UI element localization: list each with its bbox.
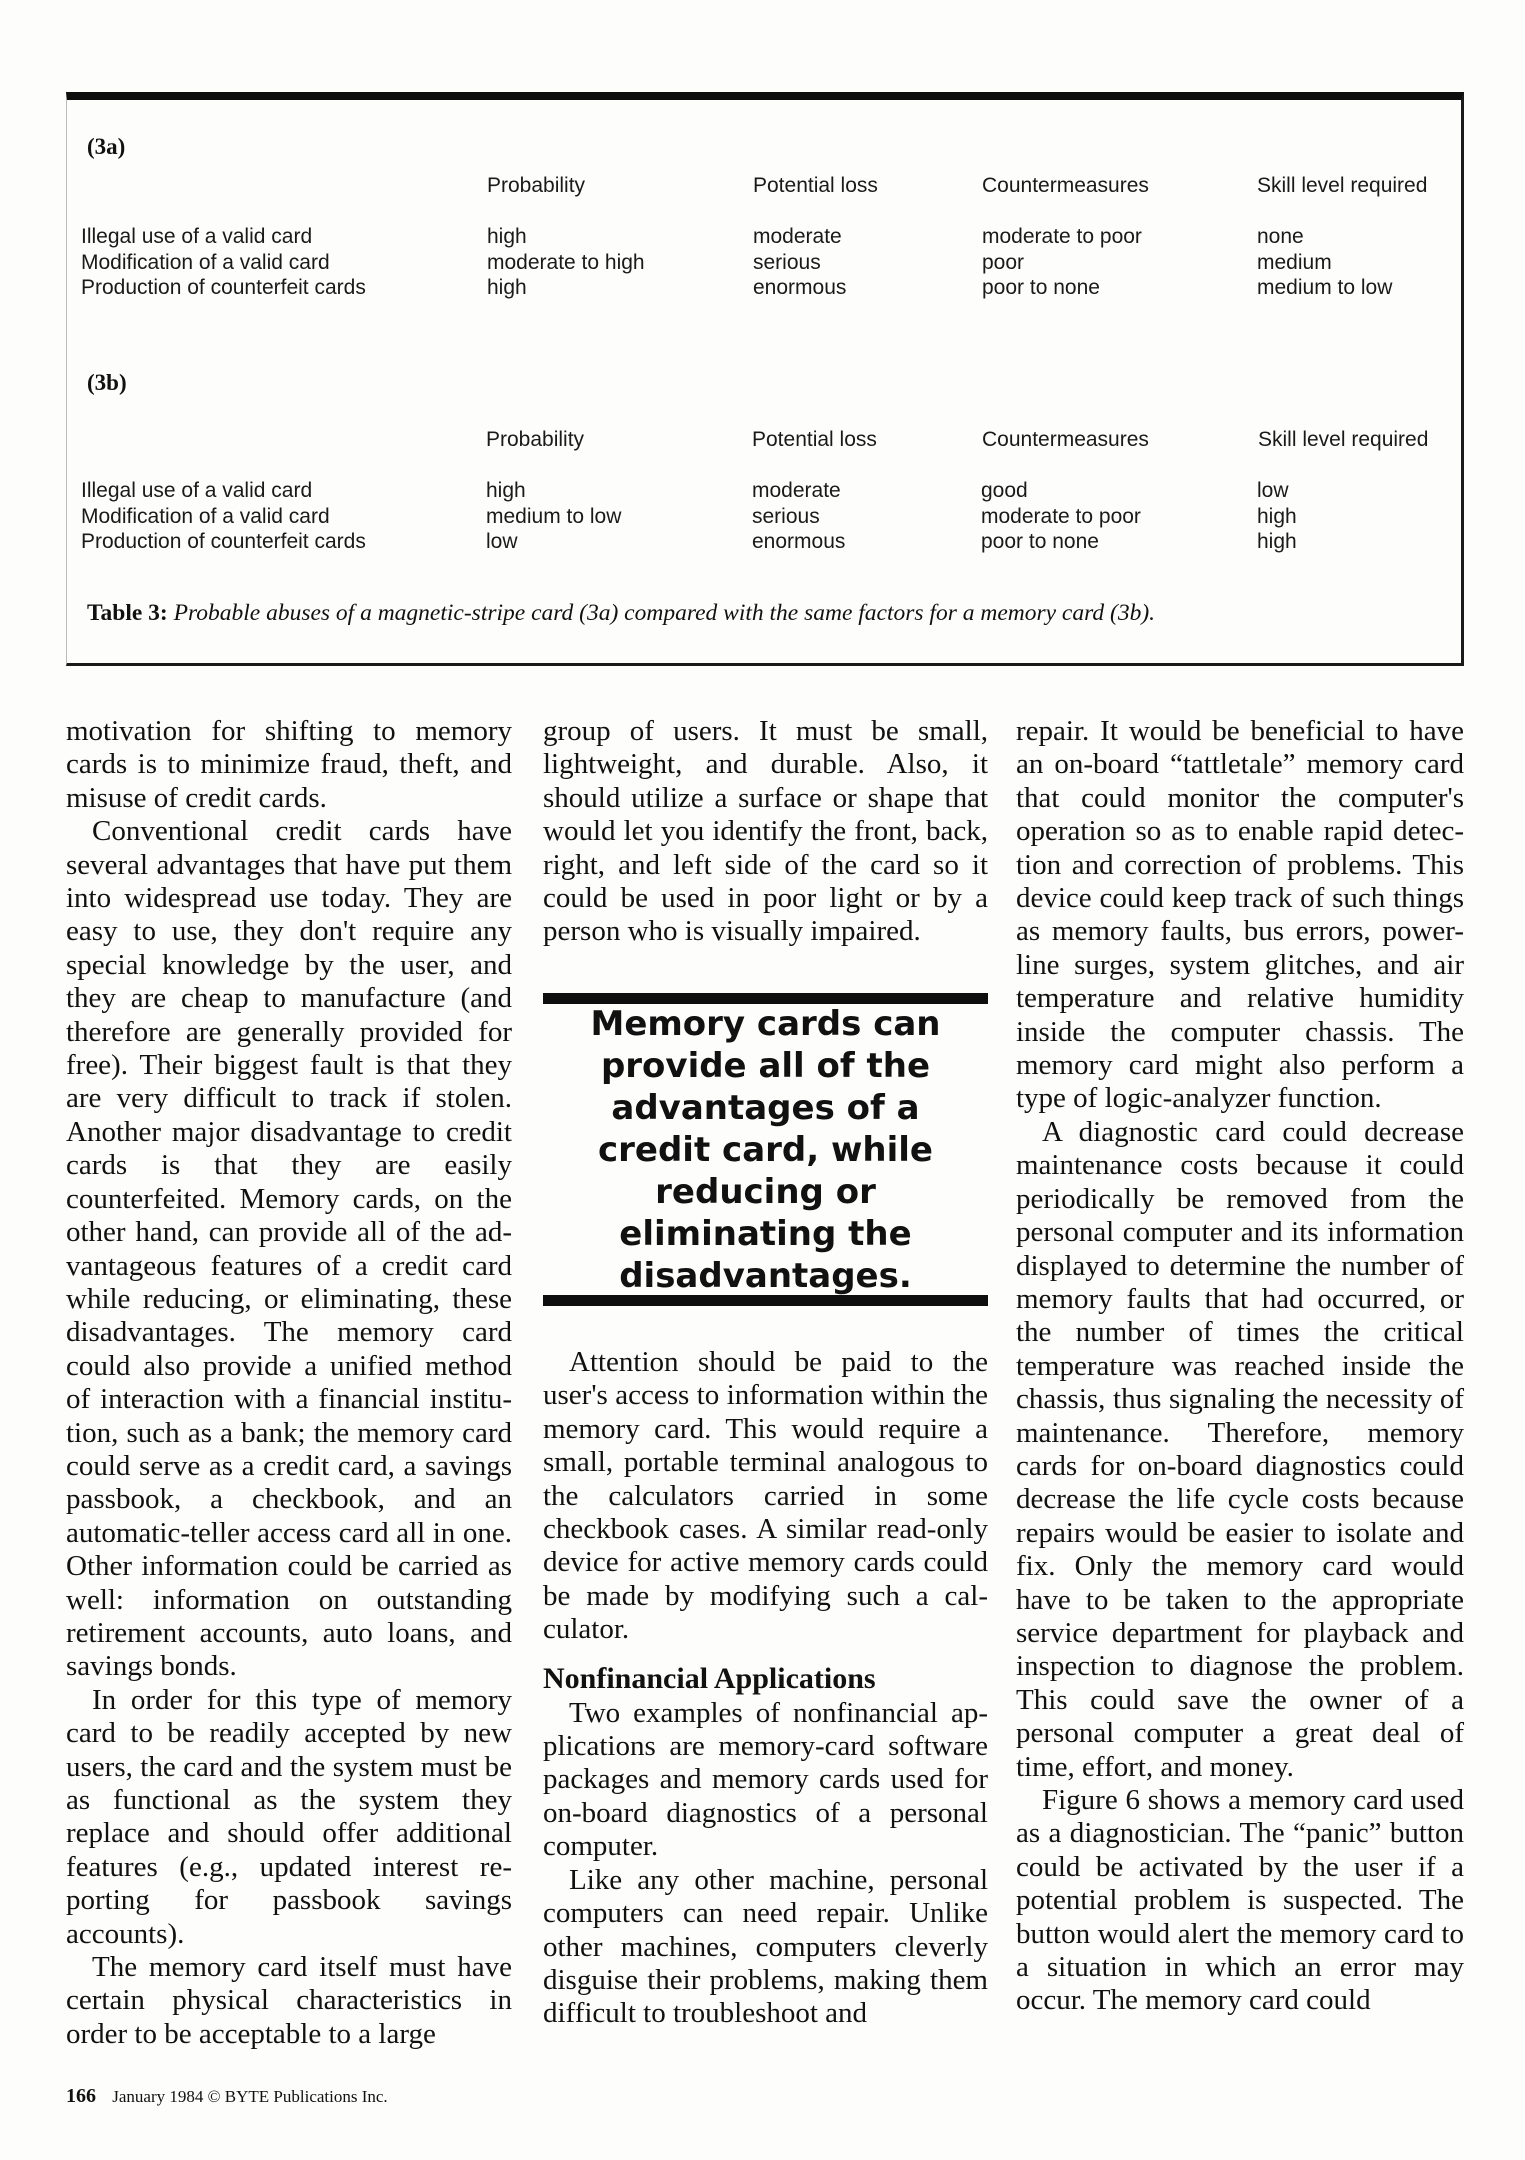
- table-3b-cell: high: [1257, 530, 1297, 553]
- table-3a-row-3-label: Production of counterfeit cards: [81, 276, 366, 299]
- paragraph: The memory card itself must have certain physical characteristics in order to be acceptable to a large: [66, 1951, 512, 2050]
- table-3a-row-1-label: Illegal use of a valid card: [81, 225, 313, 248]
- table-3b-col-potential-loss: [752, 478, 845, 555]
- article-column-3: [1016, 715, 1464, 2018]
- table-3b-header-countermeasures: Countermeasures: [982, 428, 1149, 451]
- table-3a-header-countermeasures: Countermeasures: [982, 174, 1149, 197]
- paragraph: repair. It would be beneficial to have an on-board “tattletale” memory card that could monitor the computer's operation so as to enable rapid detection and correction of problems. This device could keep track of such things as memory faults, bus errors, power-line surges, system glitches, and air temperature and relative humidity inside the computer chassis. The memory card might also perform a type of logic-analyzer function.: [1016, 715, 1464, 1115]
- table-3a-cell: moderate to poor: [982, 225, 1142, 248]
- table-3b-row-labels: [81, 478, 366, 555]
- pull-quote: [543, 993, 988, 1306]
- table-3b-cell: enormous: [752, 530, 846, 553]
- table-3b-header-probability: Probability: [486, 428, 585, 451]
- table-3b-header-skill-level: Skill level required: [1258, 428, 1429, 451]
- table-3b-row-1-label: Illegal use of a valid card: [81, 479, 313, 502]
- article-column-2: [543, 715, 988, 949]
- table-3a-row-labels: [81, 224, 366, 301]
- table-3b-cell: low: [1257, 479, 1289, 502]
- table-3a-cell: enormous: [753, 276, 847, 299]
- table-caption-text: Probable abuses of a magnetic-stripe card (3a) compared with the same factors for a memory card (3b).: [173, 600, 1156, 626]
- table-3a-label: (3a): [87, 134, 126, 159]
- table-3b-cell: low: [486, 530, 518, 553]
- table-3a-cell: poor to none: [982, 276, 1100, 299]
- table-3a-col-skill-level: [1257, 224, 1392, 301]
- table-3b-row-2-label: Modification of a valid card: [81, 504, 330, 528]
- table-3b-cell: high: [1257, 504, 1297, 528]
- page-number: 166: [66, 2085, 96, 2107]
- table-3a-col-potential-loss: [753, 224, 846, 301]
- paragraph: Figure 6 shows a memory card used as a diagnostician. The “panic” button could be activated by the user if a potential problem is suspected. The button would alert the memory card to a situation in which an error may occur. The memory card could: [1016, 1784, 1464, 2017]
- article-column-2-continued: [543, 1346, 988, 2031]
- table-3a-cell: moderate: [753, 225, 842, 248]
- table-3a-cell: serious: [753, 250, 821, 274]
- table-3b-col-probability: [486, 478, 621, 555]
- table-3a-cell: medium: [1257, 250, 1332, 274]
- paragraph: Two examples of nonfinancial applications are memory-card software packages and memory cards used for on-board diagnostics of a personal computer.: [543, 1696, 988, 1863]
- table-3a-row-2-label: Modification of a valid card: [81, 250, 330, 274]
- table-3a-cell: medium to low: [1257, 276, 1393, 299]
- table-3a-col-countermeasures: [982, 224, 1142, 301]
- table-3a-cell: moderate to high: [487, 250, 645, 274]
- table-3b-cell: medium to low: [486, 504, 622, 528]
- table-3a-cell: high: [487, 225, 527, 248]
- table-3a-header-skill-level: Skill level required: [1257, 174, 1428, 197]
- table-3b-label: (3b): [87, 370, 127, 395]
- table-3a-cell: poor: [982, 250, 1025, 274]
- footer-text: January 1984 © BYTE Publications Inc.: [112, 2087, 388, 2106]
- table-3b-row-3-label: Production of counterfeit cards: [81, 530, 366, 553]
- table-3b-cell: moderate to poor: [981, 504, 1141, 528]
- table-3b-cell: serious: [752, 504, 820, 528]
- table-3a-header-potential-loss: Potential loss: [753, 174, 878, 197]
- table-3b-cell: moderate: [752, 479, 841, 502]
- table-3a-cell: none: [1257, 225, 1304, 248]
- article-column-1: [66, 715, 512, 2051]
- paragraph: A diagnostic card could decrease maintenance costs because it could periodically be removed from the personal computer and its information displayed to determine the number of memory faults that had occurred, or the number of times the critical temperature was reached inside the chassis, thus signaling the necessity of maintenance. Therefore, memory cards for on-board diagnostics could decrease the life cycle costs because repairs would be easier to isolate and fix. Only the memory card would have to be taken to the appropriate service department for playback and inspection to diagnose the problem. This could save the owner of a personal computer a great deal of time, effort, and money.: [1016, 1115, 1464, 1783]
- table-3b-cell: high: [486, 479, 526, 502]
- paragraph: Attention should be paid to the user's access to information within the memory card. This would require a small, portable terminal analogous to the calculators carried in some checkbook cases. A similar read-only device for active memory cards could be made by modifying such a calculator.: [543, 1346, 988, 1646]
- section-heading: Nonfinancial Applications: [543, 1661, 876, 1695]
- table-3b-cell: poor to none: [981, 530, 1099, 553]
- paragraph: group of users. It must be small, lightweight, and durable. Also, it should utilize a surface or shape that would let you identify the front, back, right, and left side of the card so it could be used in poor light or by a person who is visually impaired.: [543, 715, 988, 948]
- table-caption: [87, 600, 1155, 627]
- paragraph: In order for this type of memory card to be readily accepted by new users, the card and the system must be as functional as the system they replace and should offer additional features (e.g., updated interest reporting for passbook savings accounts).: [66, 1683, 512, 1950]
- table-caption-label: Table 3:: [87, 600, 168, 626]
- table-3b-col-countermeasures: [981, 478, 1141, 555]
- table-3a-header-probability: Probability: [487, 174, 586, 197]
- table-3b-col-skill-level: [1257, 478, 1297, 555]
- paragraph: Like any other machine, personal computers can need repair. Unlike other machines, computers cleverly disguise their problems, making them difficult to troubleshoot and: [543, 1863, 988, 2030]
- page-footer: [66, 2085, 388, 2108]
- pull-quote-text: Memory cards can provide all of the advantages of a credit card, while reducing or eliminating the disadvantages.: [590, 1003, 941, 1296]
- paragraph: motivation for shifting to memory cards is to minimize fraud, theft, and misuse of credit cards.: [66, 715, 512, 814]
- table-3b-cell: good: [981, 479, 1028, 502]
- table-3a-cell: high: [487, 276, 527, 299]
- table-3: [66, 92, 1464, 666]
- paragraph: Conventional credit cards have several advantages that have put them into widespread use today. They are easy to use, they don't require any special knowledge by the user, and they are cheap to manufacture (and therefore are generally provided for free). Their biggest fault is that they are very difficult to track if stolen. Another major disadvantage to credit cards is that they are easily counterfeited. Memory cards, on the other hand, can provide all of the advantageous features of a credit card while reducing, or eliminating, these disadvantages. The memory card could also provide a unified method of interaction with a financial institution, such as a bank; the memory card could serve as a credit card, a savings passbook, a checkbook, and an automatic-teller access card all in one. Other information could be carried as well: information on outstanding retirement accounts, auto loans, and savings bonds.: [66, 815, 512, 1683]
- table-3a-col-probability: [487, 224, 645, 301]
- table-3b-header-potential-loss: Potential loss: [752, 428, 877, 451]
